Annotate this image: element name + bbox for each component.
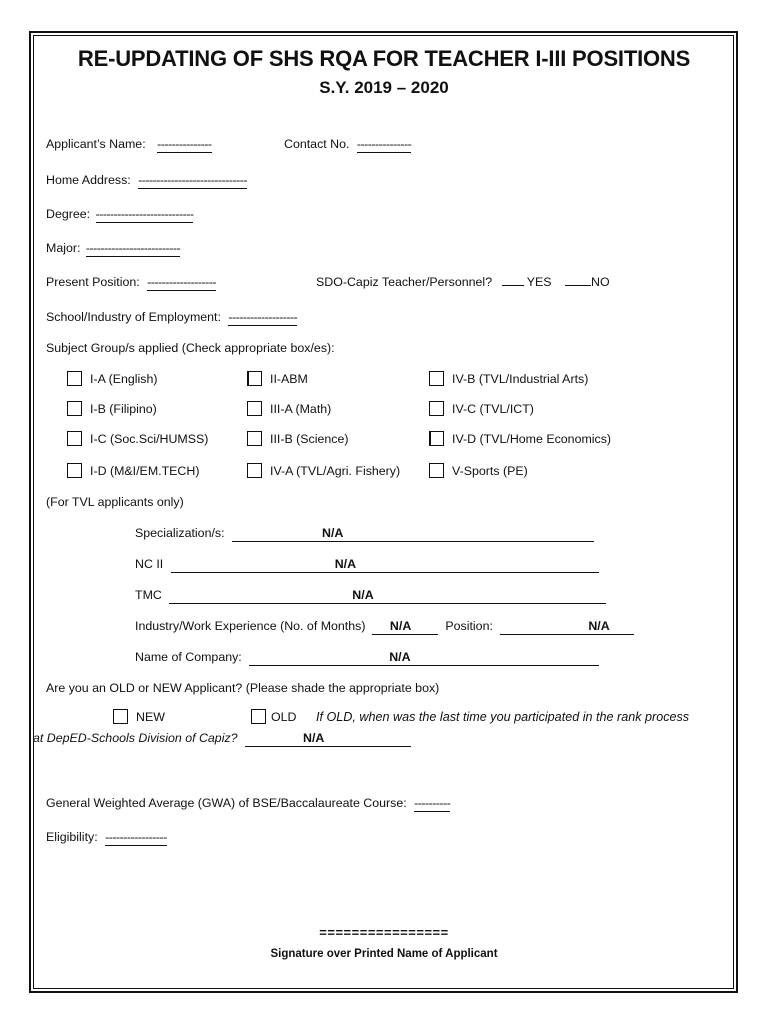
school-field[interactable]: ------------------- xyxy=(228,310,298,324)
old-question-row xyxy=(33,731,411,747)
checkbox-math[interactable] xyxy=(247,401,262,416)
old-answer-value: N/A xyxy=(303,731,325,745)
contact-field[interactable]: --------------- xyxy=(356,137,412,151)
subject-science: III-B (Science) xyxy=(270,432,349,446)
checkbox-filipino[interactable] xyxy=(67,401,82,416)
subject-home-economics: IV-D (TVL/Home Economics) xyxy=(452,432,612,446)
eligibility-label: Eligibility: xyxy=(46,830,98,844)
subject-english: I-A (English) xyxy=(90,372,158,386)
checkbox-old[interactable] xyxy=(251,709,266,724)
gwa-label: General Weighted Average (GWA) of BSE/Baccalaureate Course: xyxy=(46,796,407,810)
school-year: S.Y. 2019 – 2020 xyxy=(319,78,449,97)
subject-ict: IV-C (TVL/ICT) xyxy=(452,402,534,416)
nc2-field[interactable] xyxy=(171,557,599,573)
subject-humss: I-C (Soc.Sci/HUMSS) xyxy=(90,432,209,446)
major-row xyxy=(46,241,180,257)
contact-label: Contact No. xyxy=(284,137,350,151)
gwa-row xyxy=(46,796,450,812)
company-row xyxy=(135,650,599,666)
nc2-row xyxy=(135,557,599,573)
subject-filipino: I-B (Filipino) xyxy=(90,402,157,416)
company-field[interactable] xyxy=(249,650,599,666)
subject-abm: II-ABM xyxy=(270,372,308,386)
checkbox-science[interactable] xyxy=(247,431,262,446)
present-position-row xyxy=(46,275,216,291)
checkbox-english[interactable] xyxy=(67,371,82,386)
position-field[interactable] xyxy=(500,619,634,635)
no-label: NO xyxy=(591,275,610,289)
company-value: N/A xyxy=(389,650,411,664)
home-address-field[interactable]: ------------------------------ xyxy=(138,173,247,187)
specialization-value: N/A xyxy=(322,526,344,540)
experience-field[interactable] xyxy=(372,619,438,635)
sdo-row xyxy=(316,275,610,290)
old-answer-field[interactable] xyxy=(245,731,411,747)
nc2-label: NC II xyxy=(135,557,164,571)
signature-label: Signature over Printed Name of Applicant xyxy=(270,948,498,960)
checkbox-ict[interactable] xyxy=(429,401,444,416)
subject-math: III-A (Math) xyxy=(270,402,332,416)
tmc-value: N/A xyxy=(352,588,374,602)
sdo-label: SDO-Capiz Teacher/Personnel? xyxy=(316,275,493,289)
position-value: N/A xyxy=(588,619,610,633)
home-address-label: Home Address: xyxy=(46,173,131,187)
tmc-row xyxy=(135,588,606,604)
tvl-note: (For TVL applicants only) xyxy=(46,495,184,509)
old-label: OLD xyxy=(271,710,297,724)
experience-value: N/A xyxy=(389,619,412,633)
school-label: School/Industry of Employment: xyxy=(46,310,221,324)
contact-row xyxy=(284,137,411,153)
major-field[interactable]: -------------------------- xyxy=(85,241,181,255)
tmc-field[interactable] xyxy=(169,588,606,604)
checkbox-home-economics[interactable] xyxy=(429,431,444,446)
applicant-type-question: Are you an OLD or NEW Applicant? (Please shade the appropriate box) xyxy=(46,681,440,695)
signature-line[interactable]: ================ xyxy=(319,925,449,940)
gwa-field[interactable]: ---------- xyxy=(414,796,451,810)
degree-label: Degree: xyxy=(46,207,91,221)
experience-row xyxy=(135,619,634,635)
degree-row xyxy=(46,207,193,223)
yes-blank[interactable] xyxy=(502,285,524,286)
subject-sports: V-Sports (PE) xyxy=(452,464,528,478)
tmc-label: TMC xyxy=(135,588,162,602)
old-question-part1: If OLD, when was the last time you participated in the rank process xyxy=(316,710,690,724)
degree-field[interactable]: --------------------------- xyxy=(95,207,194,221)
checkbox-mi-emtech[interactable] xyxy=(67,463,82,478)
yes-label: YES xyxy=(526,275,552,289)
checkbox-industrial-arts[interactable] xyxy=(429,371,444,386)
checkbox-agri-fishery[interactable] xyxy=(247,463,262,478)
applicant-name-field[interactable]: --------------- xyxy=(157,137,212,151)
specialization-row xyxy=(135,526,594,542)
experience-label: Industry/Work Experience (No. of Months) xyxy=(135,619,366,633)
major-label: Major: xyxy=(46,241,81,255)
new-label: NEW xyxy=(136,710,165,724)
subject-agri-fishery: IV-A (TVL/Agri. Fishery) xyxy=(270,464,401,478)
applicant-name-label: Applicant’s Name: xyxy=(46,137,146,151)
applicant-name-row xyxy=(46,137,212,153)
subject-industrial-arts: IV-B (TVL/Industrial Arts) xyxy=(452,372,589,386)
home-address-row xyxy=(46,173,247,189)
checkbox-humss[interactable] xyxy=(67,431,82,446)
old-question-part2: at DepED-Schools Division of Capiz? xyxy=(33,731,238,745)
school-row xyxy=(46,310,297,326)
checkbox-abm[interactable] xyxy=(247,371,262,386)
position-label: Position: xyxy=(445,619,493,633)
nc2-value: N/A xyxy=(334,557,357,571)
checkbox-sports[interactable] xyxy=(429,463,444,478)
eligibility-row xyxy=(46,830,167,846)
checkbox-new[interactable] xyxy=(113,709,128,724)
subject-group-label: Subject Group/s applied (Check appropriate box/es): xyxy=(46,341,335,355)
eligibility-field[interactable]: ----------------- xyxy=(105,830,167,844)
company-label: Name of Company: xyxy=(135,650,242,664)
no-blank[interactable] xyxy=(565,285,591,286)
present-position-label: Present Position: xyxy=(46,275,140,289)
specialization-field[interactable] xyxy=(232,526,594,542)
subject-mi-emtech: I-D (M&I/EM.TECH) xyxy=(90,464,200,478)
form-title: RE-UPDATING OF SHS RQA FOR TEACHER I-III POSITIONS xyxy=(77,46,691,71)
present-position-field[interactable]: ------------------- xyxy=(147,275,217,289)
specialization-label: Specialization/s: xyxy=(135,526,225,540)
